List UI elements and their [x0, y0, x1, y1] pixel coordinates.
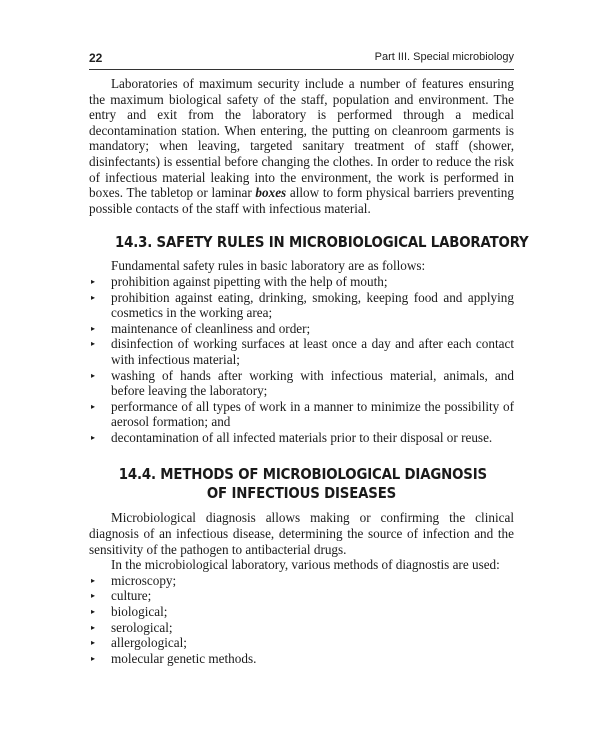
list-item-text: maintenance of cleanliness and order;: [111, 320, 311, 336]
list-item-text: performance of all types of work in a manner to minimize the possibility of aerosol formation; and: [111, 398, 514, 430]
list-item-text: washing of hands after working with infectious material, animals, and before leaving the laboratory;: [111, 367, 514, 399]
safety-rules-lead: Fundamental safety rules in basic laboratory are as follows:: [111, 258, 426, 274]
list-item: [89, 604, 514, 620]
section-heading-line: 14.4. METHODS OF MICROBIOLOGICAL DIAGNOSIS: [118, 465, 487, 484]
list-item: [89, 573, 514, 589]
list-item-text: serological;: [111, 619, 173, 635]
list-item-text: molecular genetic methods.: [111, 650, 257, 666]
list-item: [89, 430, 514, 446]
intro-paragraph: [89, 76, 514, 216]
diagnosis-paragraph: Microbiological diagnosis allows making or confirming the clinical diagnosis of an infectious disease, determining the source of infection and the sensitivity of the pathogen to antibacterial drugs.: [89, 510, 514, 557]
list-item-text: prohibition against eating, drinking, smoking, keeping food and applying cosmetics in the working area;: [111, 289, 514, 321]
list-item: [89, 588, 514, 604]
bullet-icon: ▸: [91, 323, 96, 333]
list-item: [89, 274, 514, 290]
bullet-icon: ▸: [91, 607, 96, 617]
bullet-icon: ▸: [91, 370, 96, 380]
intro-text-end: allow to form physical barriers preventing possible contacts of the staff with infectious material.: [89, 185, 514, 216]
list-item: [89, 368, 514, 399]
diagnosis-methods-list: [89, 573, 514, 667]
bullet-icon: ▸: [91, 339, 96, 349]
bullet-icon: ▸: [91, 401, 96, 411]
safety-rules-list: [89, 274, 514, 446]
diagnosis-methods-lead: In the microbiological laboratory, various methods of diagnostis are used:: [111, 557, 500, 573]
section-heading-line: OF INFECTIOUS DISEASES: [206, 484, 397, 503]
list-item: [89, 651, 514, 667]
list-item: [89, 635, 514, 651]
bullet-icon: ▸: [91, 292, 96, 302]
body-text: [89, 76, 529, 666]
header-rule: [89, 69, 514, 70]
boxes-emphasis: boxes: [255, 185, 287, 201]
list-item: [89, 620, 514, 636]
bullet-icon: ▸: [91, 653, 96, 663]
list-item: [89, 290, 514, 321]
list-item: [89, 336, 514, 367]
page-number: 22: [89, 51, 103, 65]
bullet-icon: ▸: [91, 591, 96, 601]
list-item-text: microscopy;: [111, 572, 177, 588]
bullet-icon: ▸: [91, 638, 96, 648]
list-item-text: decontamination of all infected materials prior to their disposal or reuse.: [111, 429, 493, 445]
list-item: [89, 321, 514, 337]
bullet-icon: ▸: [91, 432, 96, 442]
bullet-icon: ▸: [91, 276, 96, 286]
list-item-text: prohibition against pipetting with the help of mouth;: [111, 273, 388, 289]
list-item-text: biological;: [111, 604, 168, 620]
list-item-text: culture;: [111, 588, 152, 604]
list-item: [89, 399, 514, 430]
list-item-text: disinfection of working surfaces at least once a day and after each contact with infectious material;: [111, 336, 514, 367]
intro-text-start: Laboratories of maximum security include a number of features ensuring the maximum biological safety of the staff, population and environment. The entry and exit from the laboratory is performed through a medical decontamination station. When entering, the putting on cleanroom garments is mandatory; when leaving, targeted sanitary treatment of staff (shower, disinfectants) is essential before changing the clothes. In order to reduce the risk of infectious material leaking into the environment, the work is performed in boxes. The tabletop or laminar: [89, 76, 514, 201]
list-item-text: allergological;: [111, 635, 187, 651]
section-heading-diagnosis: [89, 465, 514, 503]
bullet-icon: ▸: [91, 622, 96, 632]
section-heading-safety-rules: 14.3. SAFETY RULES IN MICROBIOLOGICAL LABORATORY: [115, 233, 529, 252]
bullet-icon: ▸: [91, 575, 96, 585]
part-title: Part III. Special microbiology: [374, 51, 514, 63]
